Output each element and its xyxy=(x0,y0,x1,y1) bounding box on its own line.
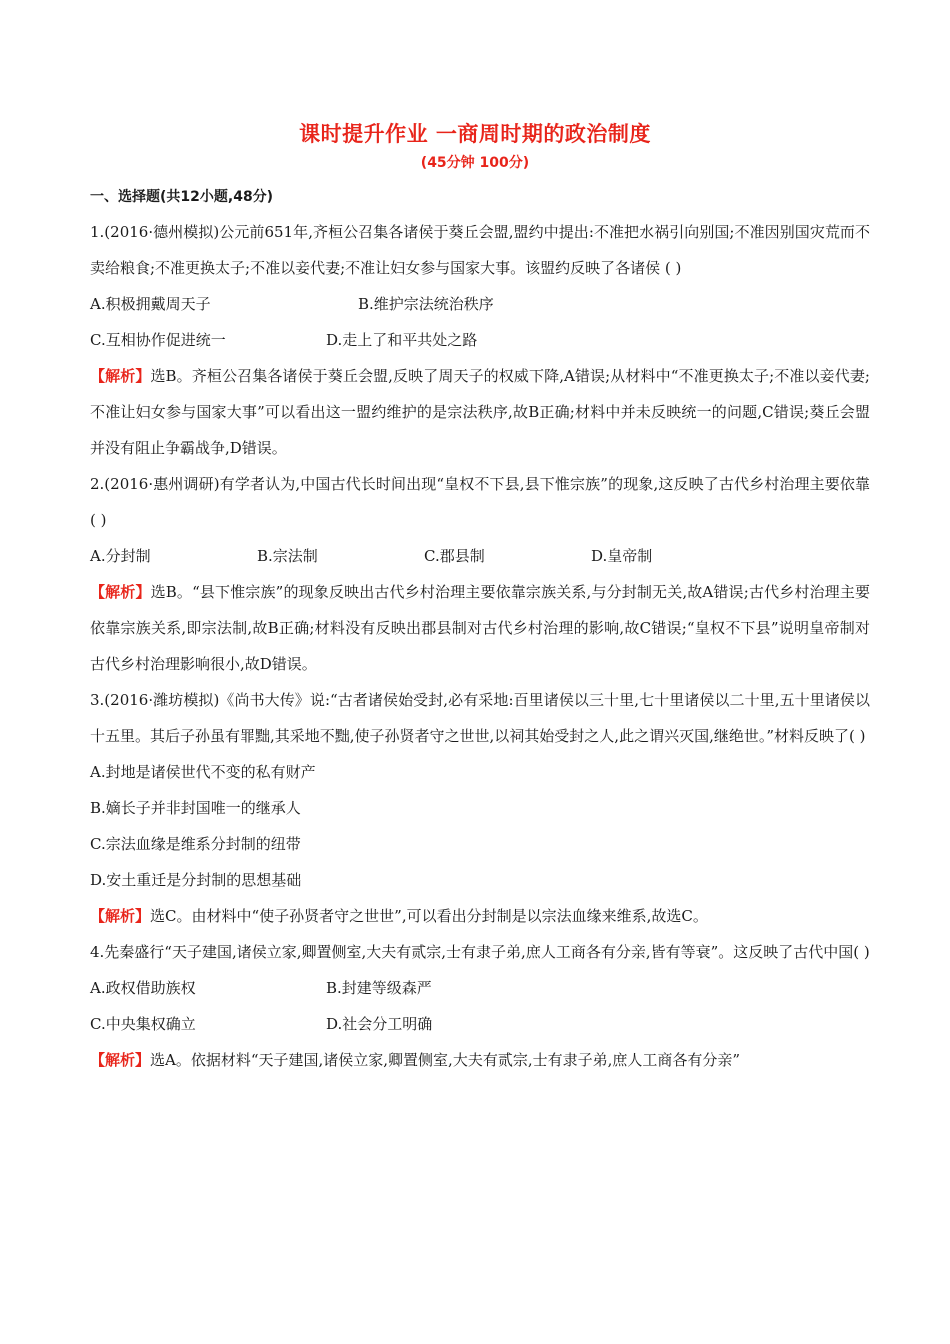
question-3-option-c-row xyxy=(90,826,870,862)
question-1-stem: 1.(2016·德州模拟)公元前651年,齐桓公召集各诸侯于葵丘会盟,盟约中提出:不准把水祸引向别国;不准因别国灾荒而不卖给粮食;不准更换太子;不准以妾代妻;不准让妇女参与国家大事。该盟约反映了各诸侯 ( ) xyxy=(90,223,870,277)
analysis-tag: 【解析】 xyxy=(90,583,151,601)
option-a: A.政权借助族权 xyxy=(90,979,196,997)
analysis-tag: 【解析】 xyxy=(90,1051,151,1069)
question-4-options-2 xyxy=(90,1006,870,1042)
question-1-options-2 xyxy=(90,322,870,358)
question-3-stem: 3.(2016·潍坊模拟)《尚书大传》说:“古者诸侯始受封,必有采地:百里诸侯以三十里,七十里诸侯以二十里,五十里诸侯以十五里。其后子孙虽有罪黜,其采地不黜,使子孙贤者守之世世,以祠其始受封之人,此之谓兴灭国,继绝世。”材料反映了( ) xyxy=(90,691,870,745)
option-b: B.封建等级森严 xyxy=(326,979,432,997)
page-subtitle: (45分钟 100分) xyxy=(420,155,530,171)
option-d: D.安土重迁是分封制的思想基础 xyxy=(90,871,302,889)
option-b: B.嫡长子并非封国唯一的继承人 xyxy=(90,799,301,817)
analysis-text: 选B。“县下惟宗族”的现象反映出古代乡村治理主要依靠宗族关系,与分封制无关,故A错误;古代乡村治理主要依靠宗族关系,即宗法制,故B正确;材料没有反映出郡县制对古代乡村治理的影响,故C错误;“皇权不下县”说明皇帝制对古代乡村治理影响很小,故D错误。 xyxy=(90,583,870,673)
analysis-tag: 【解析】 xyxy=(90,907,151,925)
question-3-analysis xyxy=(90,898,870,934)
question-3-option-a-row xyxy=(90,754,870,790)
question-4-stem: 4.先秦盛行“天子建国,诸侯立家,卿置侧室,大夫有贰宗,士有隶子弟,庶人工商各有分亲,皆有等衰”。这反映了古代中国( ) xyxy=(90,943,870,961)
analysis-text: 选A。依据材料“天子建国,诸侯立家,卿置侧室,大夫有贰宗,士有隶子弟,庶人工商各有分亲” xyxy=(150,1051,741,1069)
option-a: A.积极拥戴周天子 xyxy=(90,295,211,313)
question-1-options xyxy=(90,286,870,322)
option-d: D.走上了和平共处之路 xyxy=(326,331,478,349)
option-b: B.维护宗法统治秩序 xyxy=(358,295,494,313)
question-list xyxy=(90,214,870,1078)
option-d: D.社会分工明确 xyxy=(326,1015,433,1033)
page-title: 课时提升作业 一商周时期的政治制度 xyxy=(299,122,651,146)
analysis-text: 选B。齐桓公召集各诸侯于葵丘会盟,反映了周天子的权威下降,A错误;从材料中“不准更换太子;不准以妾代妻;不准让妇女参与国家大事”可以看出这一盟约维护的是宗法秩序,故B正确;材料中并未反映统一的问题,C错误;葵丘会盟并没有阻止争霸战争,D错误。 xyxy=(90,367,870,457)
option-a: A.分封制 xyxy=(90,547,151,565)
analysis-tag: 【解析】 xyxy=(90,367,151,385)
question-2-options xyxy=(90,538,870,574)
question-2-analysis xyxy=(90,574,870,682)
question-4-options xyxy=(90,970,870,1006)
question-4-analysis xyxy=(90,1042,870,1078)
analysis-text: 选C。由材料中“使子孙贤者守之世世”,可以看出分封制是以宗法血缘来维系,故选C。 xyxy=(150,907,708,925)
option-c: C.中央集权确立 xyxy=(90,1015,196,1033)
question-2-stem: 2.(2016·惠州调研)有学者认为,中国古代长时间出现“皇权不下县,县下惟宗族”的现象,这反映了古代乡村治理主要依靠 ( ) xyxy=(90,475,870,529)
question-1-analysis xyxy=(90,358,870,466)
option-c: C.郡县制 xyxy=(424,547,485,565)
option-c: C.宗法血缘是维系分封制的纽带 xyxy=(90,835,301,853)
section-heading: 一、选择题(共12小题,48分) xyxy=(90,189,274,205)
option-b: B.宗法制 xyxy=(257,547,318,565)
option-c: C.互相协作促进统一 xyxy=(90,331,226,349)
question-3-option-d-row xyxy=(90,862,870,898)
question-3-option-b-row xyxy=(90,790,870,826)
option-d: D.皇帝制 xyxy=(591,547,653,565)
option-a: A.封地是诸侯世代不变的私有财产 xyxy=(90,763,316,781)
